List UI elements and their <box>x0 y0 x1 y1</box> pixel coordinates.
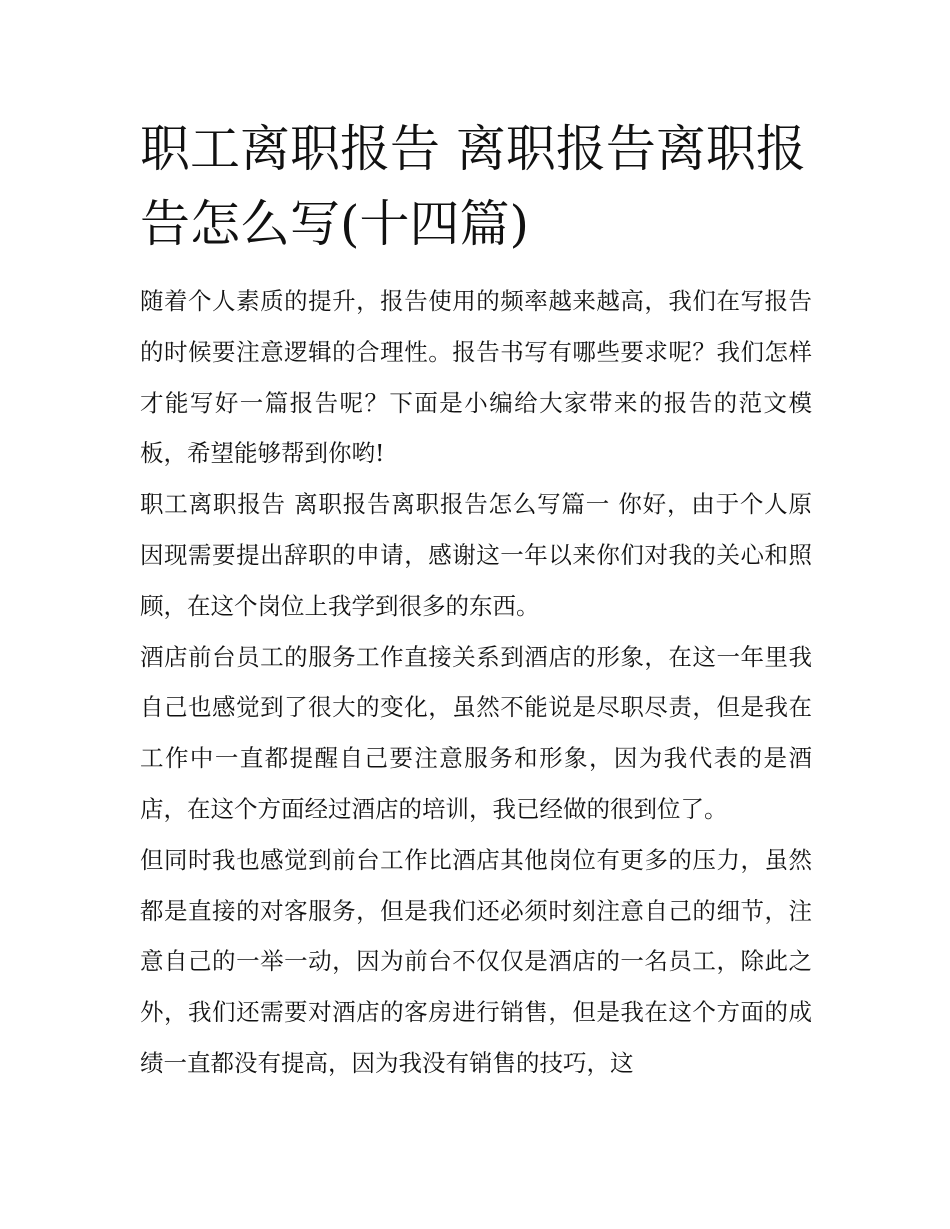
document-title: 职工离职报告 离职报告离职报告怎么写(十四篇) <box>140 120 806 253</box>
paragraph-front-desk-pressure: 但同时我也感觉到前台工作比酒店其他岗位有更多的压力，虽然都是直接的对客服务，但是我们还必须时刻注意自己的细节，注意自己的一举一动，因为前台不仅仅是酒店的一名员工，除此之外，我们还需要对酒店的客房进行销售，但是我在这个方面的成绩一直都没有提高，因为我没有销售的技巧，这 <box>140 845 812 1077</box>
paragraph-resignation-reason: 职工离职报告 离职报告离职报告怎么写篇一 你好，由于个人原因现需要提出辞职的申请，感谢这一年以来你们对我的关心和照顾，在这个岗位上我学到很多的东西。 <box>140 490 812 620</box>
paragraph-intro: 随着个人素质的提升，报告使用的频率越来越高，我们在写报告的时候要注意逻辑的合理性。报告书写有哪些要求呢？我们怎样才能写好一篇报告呢？下面是小编给大家带来的报告的范文模板，希望能够帮到你哟! <box>140 287 812 468</box>
paragraph-service-work: 酒店前台员工的服务工作直接关系到酒店的形象，在这一年里我自己也感觉到了很大的变化，虽然不能说是尽职尽责，但是我在工作中一直都提醒自己要注意服务和形象，因为我代表的是酒店，在这个方面经过酒店的培训，我已经做的很到位了。 <box>140 642 812 823</box>
document-body <box>140 112 812 1089</box>
